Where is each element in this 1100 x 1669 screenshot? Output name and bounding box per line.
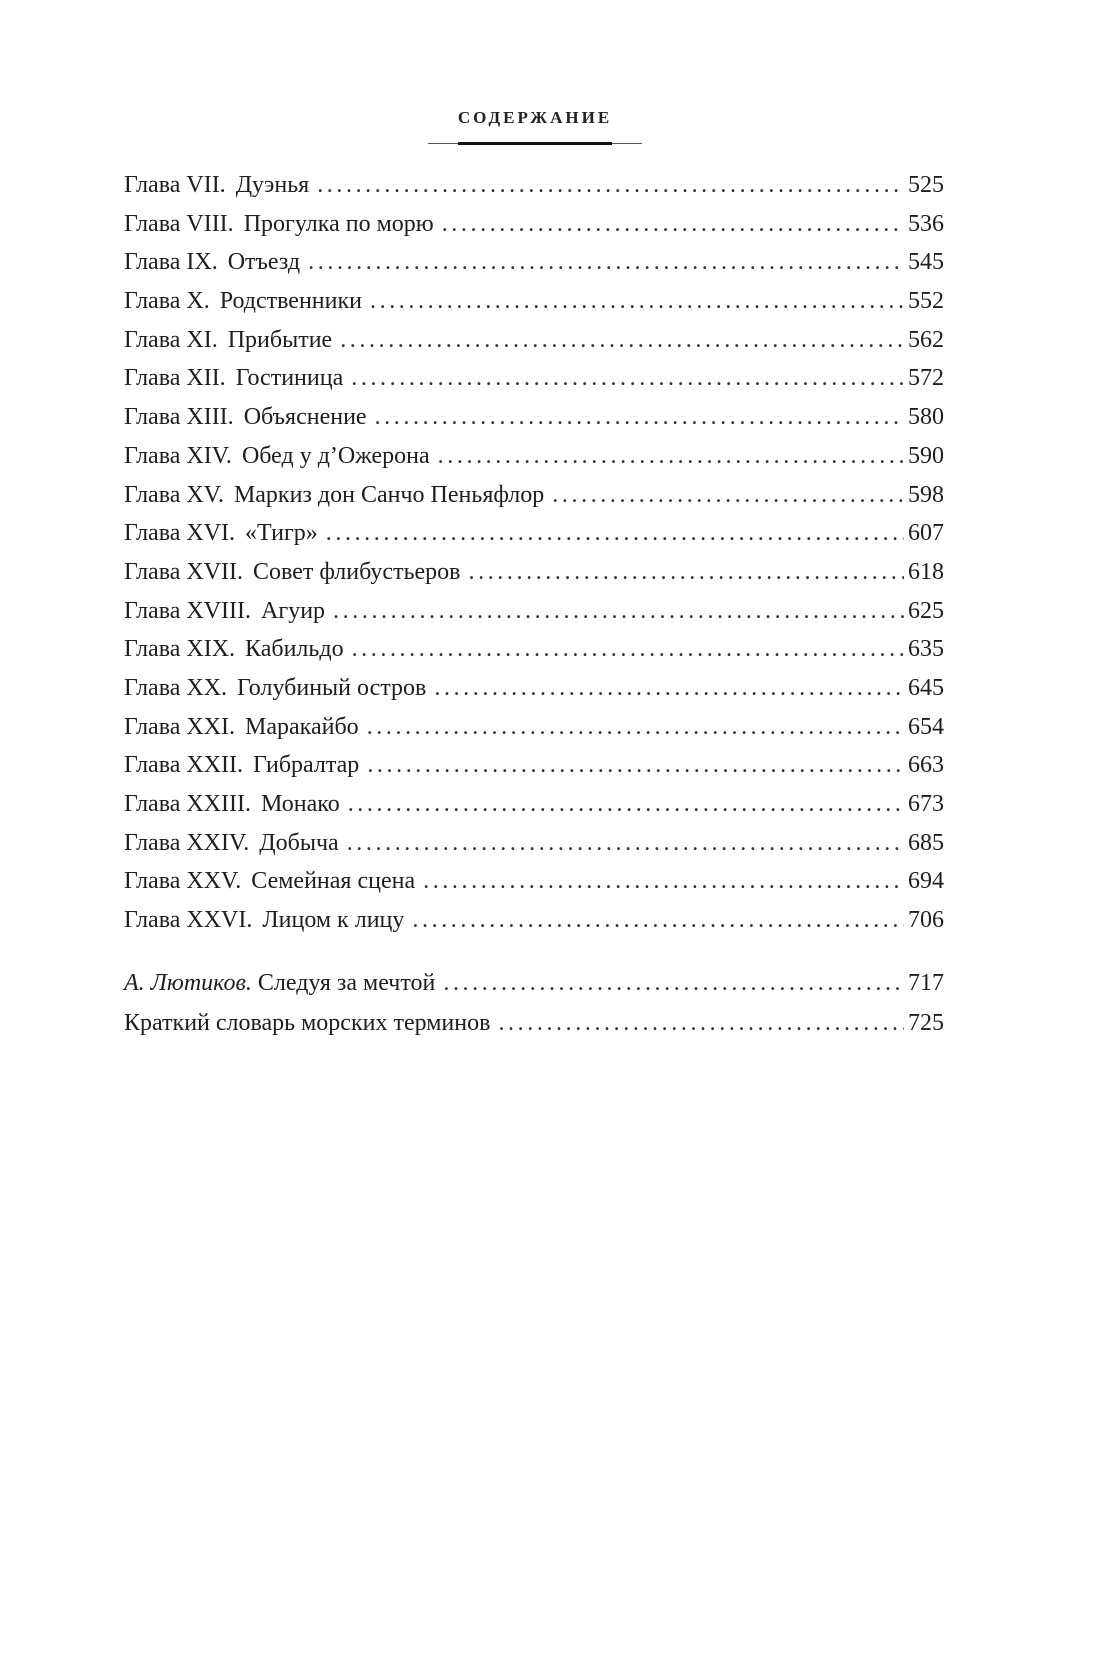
toc-entry[interactable]	[124, 441, 944, 480]
toc-chapter-title: Гостиница	[235, 365, 344, 392]
toc-entry-label	[124, 518, 318, 548]
toc-entry-label	[124, 441, 430, 471]
toc-chapter-number: Глава XIV.	[124, 442, 232, 469]
dot-leader	[367, 750, 904, 780]
toc-entry[interactable]	[124, 750, 944, 789]
toc-page-number: 663	[908, 752, 944, 779]
toc-entry-label	[124, 968, 435, 998]
toc-page-number: 618	[908, 558, 944, 585]
dot-leader	[438, 441, 904, 471]
toc-chapter-title: Гибралтар	[253, 752, 360, 779]
toc-entry[interactable]	[124, 866, 944, 905]
dot-leader	[317, 170, 904, 200]
title-rule-thick	[458, 142, 612, 145]
toc-chapter-title: Агуир	[261, 597, 326, 624]
dot-leader	[326, 518, 904, 548]
dot-leader	[434, 673, 904, 703]
toc-page-number: 645	[908, 674, 944, 701]
toc-page-number: 673	[908, 791, 944, 817]
dot-leader	[552, 480, 904, 510]
toc-entry[interactable]	[124, 209, 944, 248]
toc-chapter-title: «Тигр»	[245, 520, 318, 547]
dot-leader	[442, 209, 904, 239]
toc-chapter-title: Маракайбо	[245, 713, 359, 740]
dot-leader	[340, 325, 904, 355]
toc-entry-label	[124, 480, 544, 510]
toc-chapter-number: Глава VIII.	[124, 210, 234, 237]
dot-leader	[412, 905, 904, 935]
toc-chapter-number: Глава XXV.	[124, 868, 242, 895]
toc-entry-label	[124, 247, 300, 277]
dot-leader	[367, 712, 904, 742]
afterword-author: А. Лютиков.	[124, 970, 252, 996]
toc-entry-label	[124, 363, 343, 393]
toc-chapter-number: Глава XIII.	[124, 404, 234, 431]
title-rule	[428, 142, 642, 146]
toc-entry-label	[124, 325, 332, 355]
toc-entry-label	[124, 170, 309, 200]
toc-entry[interactable]	[124, 402, 944, 441]
toc-entry[interactable]	[124, 325, 944, 364]
toc-chapter-title: Родственники	[219, 288, 362, 315]
toc-chapter-number: Глава VII.	[124, 172, 226, 198]
toc-chapter-title: Семейная сцена	[251, 868, 416, 895]
toc-page-number: 706	[908, 907, 944, 934]
toc-entry-label	[124, 828, 339, 858]
toc-page-number: 572	[908, 365, 944, 392]
toc-chapter-number: Глава XXII.	[124, 752, 244, 779]
toc-chapter-number: Глава XII.	[124, 365, 226, 392]
toc-entry-label	[124, 673, 426, 703]
toc-page-number: 598	[908, 481, 944, 508]
toc-chapter-number: Глава XXIV.	[124, 829, 250, 856]
toc-chapter-title: Монако	[261, 791, 340, 817]
dot-leader	[308, 247, 904, 277]
toc-entry-label	[124, 712, 359, 742]
toc-page-number: 580	[908, 404, 944, 431]
toc-page-number: 536	[908, 210, 944, 237]
toc-page-number: 607	[908, 520, 944, 547]
toc-entry-label	[124, 905, 404, 935]
afterword-title: Следуя за мечтой	[257, 970, 436, 996]
toc-chapter-title: Добыча	[259, 829, 339, 856]
toc-page-number: 685	[908, 829, 944, 856]
toc-chapter-number: Глава XXIII.	[124, 791, 252, 817]
toc-chapter-title: Отъезд	[227, 249, 301, 276]
dot-leader	[375, 402, 904, 432]
toc-entry-label	[124, 866, 415, 896]
toc-chapter-number: Глава XXI.	[124, 713, 236, 740]
dot-leader	[348, 789, 904, 819]
toc-entry[interactable]	[124, 480, 944, 519]
toc-entry-afterword[interactable]	[124, 968, 944, 1008]
toc-entry-label	[124, 286, 362, 316]
toc-page-number: 590	[908, 442, 944, 469]
toc-entry-label	[124, 596, 325, 626]
toc-page-number: 525	[908, 172, 944, 198]
toc-entry[interactable]	[124, 247, 944, 286]
toc-page-number: 725	[908, 1010, 944, 1036]
toc-list	[124, 170, 944, 944]
toc-chapter-number: Глава XV.	[124, 481, 224, 508]
toc-entry[interactable]	[124, 634, 944, 673]
toc-entry[interactable]	[124, 557, 944, 596]
toc-entry[interactable]	[124, 286, 944, 325]
toc-entry[interactable]	[124, 596, 944, 635]
toc-chapter-title: Прогулка по морю	[243, 210, 434, 237]
toc-chapter-number: Глава XX.	[124, 674, 228, 701]
toc-entry[interactable]	[124, 789, 944, 828]
toc-chapter-number: Глава XIX.	[124, 636, 236, 663]
toc-chapter-title: Совет флибустьеров	[253, 558, 461, 585]
toc-chapter-title: Кабильдо	[245, 636, 344, 663]
toc-entry[interactable]	[124, 518, 944, 557]
page-title: СОДЕРЖАНИЕ	[457, 108, 613, 127]
toc-chapter-title: Маркиз дон Санчо Пеньяфлор	[233, 481, 545, 508]
dot-leader	[423, 866, 904, 896]
toc-entry-label	[124, 750, 359, 780]
toc-chapter-number: Глава XXVI.	[124, 907, 253, 934]
toc-page-number: 694	[908, 868, 944, 895]
toc-page-number: 552	[908, 288, 944, 315]
toc-entry-label	[124, 634, 344, 664]
appendix-list	[124, 968, 944, 1048]
toc-chapter-number: Глава IX.	[124, 249, 218, 276]
toc-chapter-number: Глава X.	[124, 288, 210, 315]
toc-chapter-title: Голубиный остров	[237, 674, 427, 701]
toc-entry-label	[124, 789, 340, 819]
toc-entry-label	[124, 1008, 490, 1038]
toc-page-number: 545	[908, 249, 944, 276]
toc-page-number: 654	[908, 713, 944, 740]
toc-entry[interactable]	[124, 828, 944, 867]
dot-leader	[351, 363, 904, 393]
toc-chapter-number: Глава XVI.	[124, 520, 236, 547]
toc-page-number: 717	[908, 970, 944, 996]
toc-entry[interactable]	[124, 905, 944, 944]
toc-chapter-number: Глава XVIII.	[124, 597, 252, 624]
dot-leader	[352, 634, 904, 664]
toc-page-number: 625	[908, 597, 944, 624]
dot-leader	[347, 828, 904, 858]
toc-entry[interactable]	[124, 363, 944, 402]
toc-entry-label	[124, 402, 367, 432]
toc-page-number: 635	[908, 636, 944, 663]
toc-entry[interactable]	[124, 712, 944, 751]
dot-leader	[333, 596, 904, 626]
dot-leader	[443, 968, 904, 998]
toc-chapter-title: Обед у д’Ожерона	[241, 442, 430, 469]
dot-leader	[370, 286, 904, 316]
page-header	[428, 108, 642, 146]
toc-entry[interactable]	[124, 170, 944, 209]
toc-chapter-number: Глава XVII.	[124, 558, 244, 585]
toc-entry-label	[124, 557, 461, 587]
toc-chapter-title: Объяснение	[243, 404, 367, 431]
dot-leader	[498, 1008, 904, 1038]
dot-leader	[469, 557, 905, 587]
glossary-title: Краткий словарь морских терминов	[124, 1010, 491, 1036]
toc-entry-label	[124, 209, 434, 239]
toc-chapter-title: Прибытие	[227, 326, 333, 353]
toc-entry[interactable]	[124, 673, 944, 712]
toc-chapter-number: Глава XI.	[124, 326, 218, 353]
toc-entry-glossary[interactable]	[124, 1008, 944, 1048]
toc-chapter-title: Лицом к лицу	[262, 907, 405, 934]
toc-chapter-title: Дуэнья	[235, 172, 310, 198]
toc-page-number: 562	[908, 326, 944, 353]
